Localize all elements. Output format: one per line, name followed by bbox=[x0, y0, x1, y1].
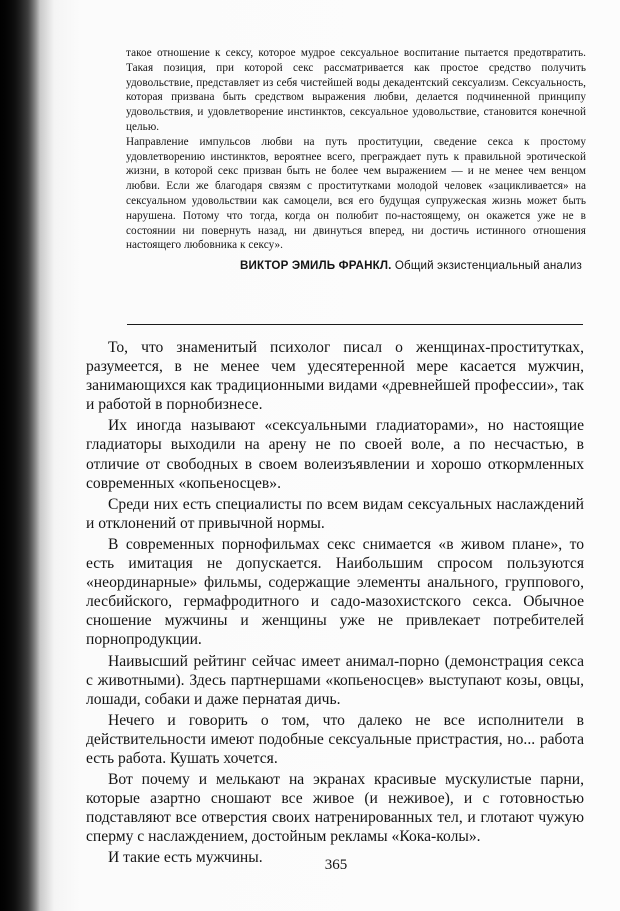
quote-paragraph-2: Направление импульсов любви на путь проституции, сведение секса к простому удовлетворению инстинктов, вероятнее всего, преграждает путь к правильной эротической жизни, в которой секс призван быть не более чем выражением — и не менее чем венцом любви. Если же благодаря связям с проститутками молодой человек «зацикливается» на сексуальном удовольствии как самоцели, вся его будущая супружеская жизнь может быть нарушена. Потому что тогда, когда он полюбит по-настоящему, он окажется уже не в состоянии ни повернуть назад, ни двинуться вперед, ни достичь истинного отношения настоящего любовника к сексу». bbox=[126, 135, 586, 252]
body-paragraph-2: Их иногда называют «сексуальными гладиаторами», но настоящие гладиаторы выходили на арену не по своей воле, а по несчастью, в отличие от свободных в своем волеизъявлении и хорошо откормленных современных «копьеносцев». bbox=[86, 417, 584, 492]
body-paragraph-8: И такие есть мужчины. bbox=[108, 849, 263, 867]
quote-author: ВИКТОР ЭМИЛЬ ФРАНКЛ. bbox=[239, 259, 392, 273]
body-paragraph-1: То, что знаменитый психолог писал о женщинах-проститутках, разумеется, в не менее чем удесятеренной мере касается мужчин, занимающихся как традиционными видами «древнейшей профессии», так и работой в порнобизнесе. bbox=[86, 339, 584, 414]
body-paragraph-4: В современных порнофильмах секс снимается «в живом плане», то есть имитация не допускается. Наибольшим спросом пользуются «неординарные» фильмы, содержащие элементы анального, группового, лесбийского, гермафродитного и садо-мазохистского секса. Обычное сношение мужчины и женщины уже не привлекает потребителей порнопродукции. bbox=[86, 535, 584, 649]
body-paragraph-6: Нечего и говорить о том, что далеко не все исполнители в действительности имеют подобные сексуальные пристрастия, но... работа есть работа. Кушать хочется. bbox=[86, 711, 584, 767]
quote-paragraph-1: такое отношение к сексу, которое мудрое сексуальное воспитание пытается предотвратить. Такая позиция, при которой секс рассматривается как простое средство получить удовольствие, представляет из себя чистейшей воды декадентский сексуализм. Сексуальность, которая призвана быть средством выражения любви, делается подчиненной принципу удовольствия, и удовлетворение инстинктов, сексуальное удовольствие, становится конечной целью. bbox=[126, 47, 586, 133]
body-paragraph-5: Наивысший рейтинг сейчас имеет анимал-порно (демонстрация секса с животными). Здесь партнершами «копьеносцев» выступают козы, овцы, лошади, собаки и даже пернатая дичь. bbox=[86, 652, 584, 708]
body-paragraph-3: Среди них есть специалисты по всем видам сексуальных наслаждений и отклонений от привычной нормы. bbox=[86, 495, 584, 532]
book-spine-shadow bbox=[0, 0, 40, 911]
quote-attribution bbox=[126, 259, 586, 272]
quote-work-title: Общий экзистенциальный анализ bbox=[394, 259, 582, 273]
body-paragraph-7: Вот почему и мелькают на экранах красивые мускулистые парни, которые азартно сношают все живое (и неживое), и с готовностью подставляют все отверстия своих натренированных тел, и глотают чужую сперму с наслаждением, достойным рекламы «Кока-колы». bbox=[86, 771, 584, 846]
main-body-text bbox=[86, 338, 584, 870]
page-number: 365 bbox=[324, 857, 348, 873]
attribution-divider-line bbox=[127, 324, 583, 325]
epigraph-quote bbox=[126, 46, 586, 272]
